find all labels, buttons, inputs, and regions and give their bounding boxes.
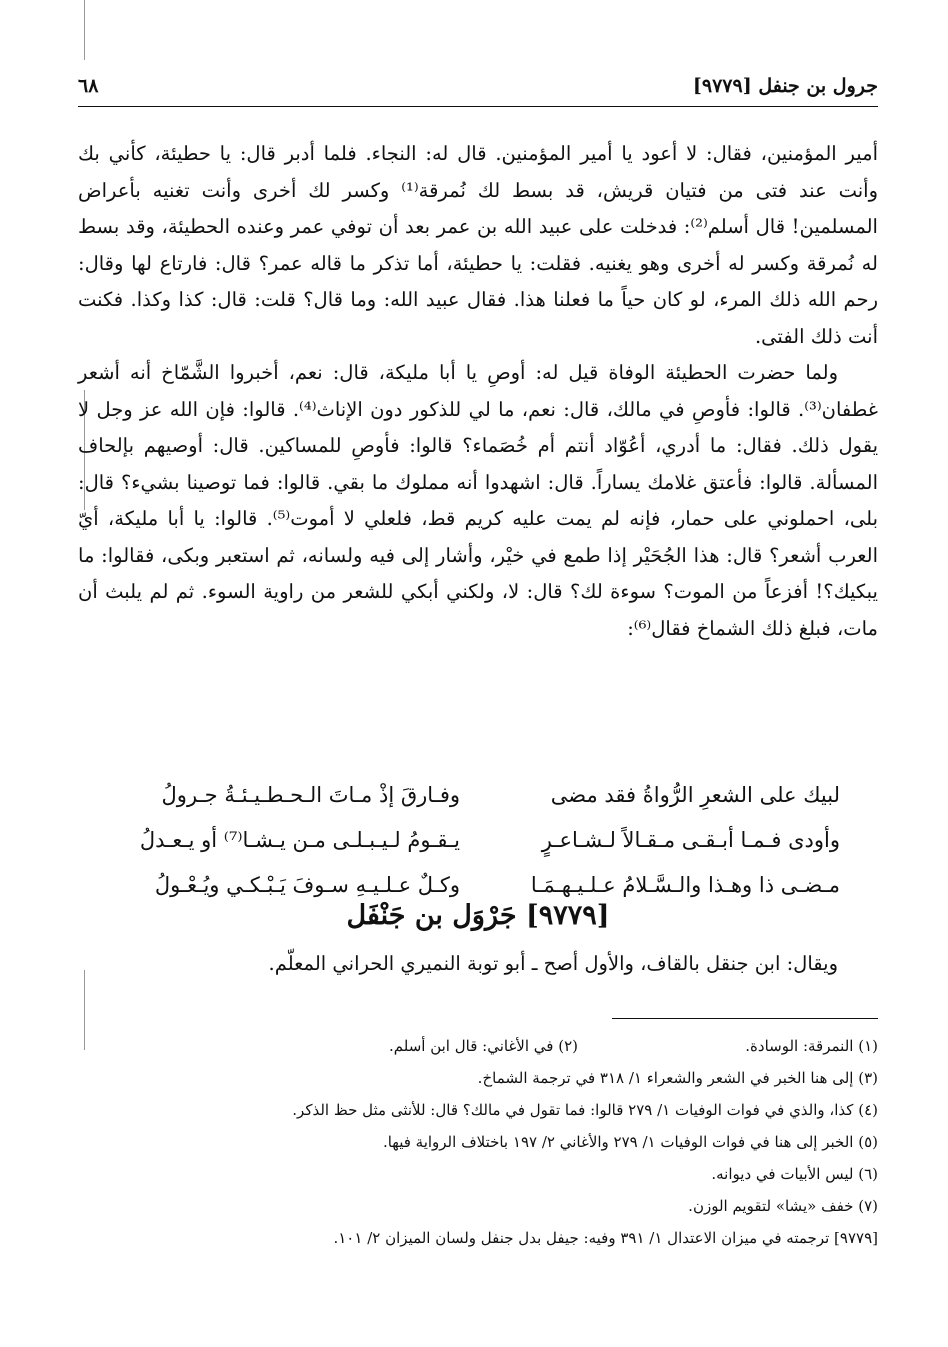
footnote-row	[78, 1190, 878, 1222]
footnote: (٤) كذا، والذي في فوات الوفيات ١/ ٢٧٩ قالوا: فما تقول في مالك؟ قال: للأنثى مثل حظ الذكر.	[292, 1101, 878, 1119]
footnote-divider	[612, 1018, 878, 1019]
paragraph: أمير المؤمنين، فقال: لا أعود يا أمير المؤمنين. قال له: النجاء. فلما أدبر قال: يا حطيئة، كأني بك وأنت عند فتى من فتيان قريش، قد بسط لك نُمرقة⁽¹⁾ وكسر لك أخرى وأنت تغنيه بأعراض المسلمين! قال أسلم⁽²⁾: فدخلت على عبيد الله بن عمر بعد أن توفي عمر وعنده الحطيئة، وقد بسط له نُمرقة وكسر له أخرى وهو يغنيه. فقلت: يا حطيئة، أما تذكر ما قاله عمر؟ قال: فارتاع لها وقال: رحم الله ذلك المرء، لو كان حياً ما فعلنا هذا. فقال عبيد الله: وما قال؟ قلت: قال: كذا وكذا. فكنت أنت ذلك الفتى.	[78, 142, 878, 348]
footnote: (٦) ليس الأبيات في ديوانه.	[711, 1165, 878, 1183]
poem	[120, 773, 840, 908]
hemistich-first: لبيك على الشعرِ الرُّواةُ فقد مضى	[550, 783, 840, 807]
footnote-row	[78, 1094, 878, 1126]
hemistich-second: وفـارقَ إذْ مـاتَ الـحـطـيـئـةُ جـرولُ	[161, 783, 460, 807]
page-number: ٦٨	[78, 75, 99, 97]
footnotes	[78, 1030, 878, 1254]
verse-line	[120, 818, 840, 863]
hemistich-first: وأودى فـمـا أبـقـى مـقـالاً لـشـاعـرٍ	[541, 828, 840, 852]
running-title: [٩٧٧٩] جرول بن جنفل	[692, 75, 878, 97]
footnote-row	[78, 1158, 878, 1190]
hemistich-second: يـقـومُ لـيـبـلـى مـن يـشـا⁽⁷⁾ أو يـعـدلُ	[139, 828, 460, 852]
entry-heading: [٩٧٧٩] جَرْوَل بن جَنْفَل	[346, 900, 610, 931]
paragraph: ولما حضرت الحطيئة الوفاة قيل له: أوصِ يا أبا مليكة، قال: نعم، أخبروا الشَّمّاخ أنه أشعر غطفان⁽³⁾. قالوا: فأوصِ في مالك، قال: نعم، ما لي للذكور دون الإناث⁽⁴⁾. قالوا: فإن الله عز وجل لا يقول ذلك. فقال: ما أدري، أعُوّاد أنتم أم خُصَماء؟ قالوا: فأوصِ للمساكين. قال: أوصيهم بإلحاف المسألة. قالوا: فأعتق غلامك يساراً. قال: اشهدوا أنه مملوك ما بقي. قالوا: فما توصينا بشيء؟ قال: بلى، احملوني على حمار، فإنه لم يمت عليه كريم قط، فلعلي لا أموت⁽⁵⁾. قالوا: يا أبا مليكة، أيّ العرب أشعر؟ قال: هذا الجُحَيْر إذا طمع في خيْر، وأشار إلى فيه ولسانه، ثم استعبر وبكى، فقالوا: ما يبكيك؟! أفزعاً من الموت؟ سوءة لك؟ قال: لا، ولكني أبكي للشعر من راوية السوء. ثم لم يلبث أن مات، فبلغ ذلك الشماخ فقال⁽⁶⁾:	[78, 361, 878, 640]
footnote: (١) النمرقة: الوسادة.	[745, 1037, 878, 1055]
footnote-row	[78, 1062, 878, 1094]
hemistich-second: وكـلٌ عـلـيـهِ سـوفَ يَـبْـكـي ويُـعْـولُ	[154, 873, 460, 897]
hemistich-first: مـضـى ذا وهـذا والـسَّـلامُ عـلـيـهـمَـا	[530, 873, 840, 897]
footnote-entry-note: [٩٧٧٩] ترجمته في ميزان الاعتدال ١/ ٣٩١ وفيه: جيفل بدل جنفل ولسان الميزان ٢/ ١٠١.	[333, 1229, 878, 1247]
main-text	[78, 136, 878, 647]
footnote: (٧) خفف «يشا» لتقويم الوزن.	[688, 1197, 878, 1215]
verse-line	[120, 773, 840, 818]
footnote: (٢) في الأغاني: قال ابن أسلم.	[388, 1037, 578, 1055]
footnote-row	[78, 1126, 878, 1158]
footnote: (٣) إلى هنا الخبر في الشعر والشعراء ١/ ٣١٨ في ترجمة الشماخ.	[477, 1069, 878, 1087]
left-margin-line	[84, 0, 85, 60]
footnote: (٥) الخبر إلى هنا في فوات الوفيات ١/ ٢٧٩ والأغاني ٢/ ١٩٧ باختلاف الرواية فيها.	[382, 1133, 878, 1151]
page-header	[78, 66, 878, 107]
footnote-row	[78, 1030, 878, 1062]
footnote-row	[78, 1222, 878, 1254]
entry-text: ويقال: ابن جنقل بالقاف، والأول أصح ـ أبو توبة النميري الحراني المعلّم.	[268, 952, 838, 975]
